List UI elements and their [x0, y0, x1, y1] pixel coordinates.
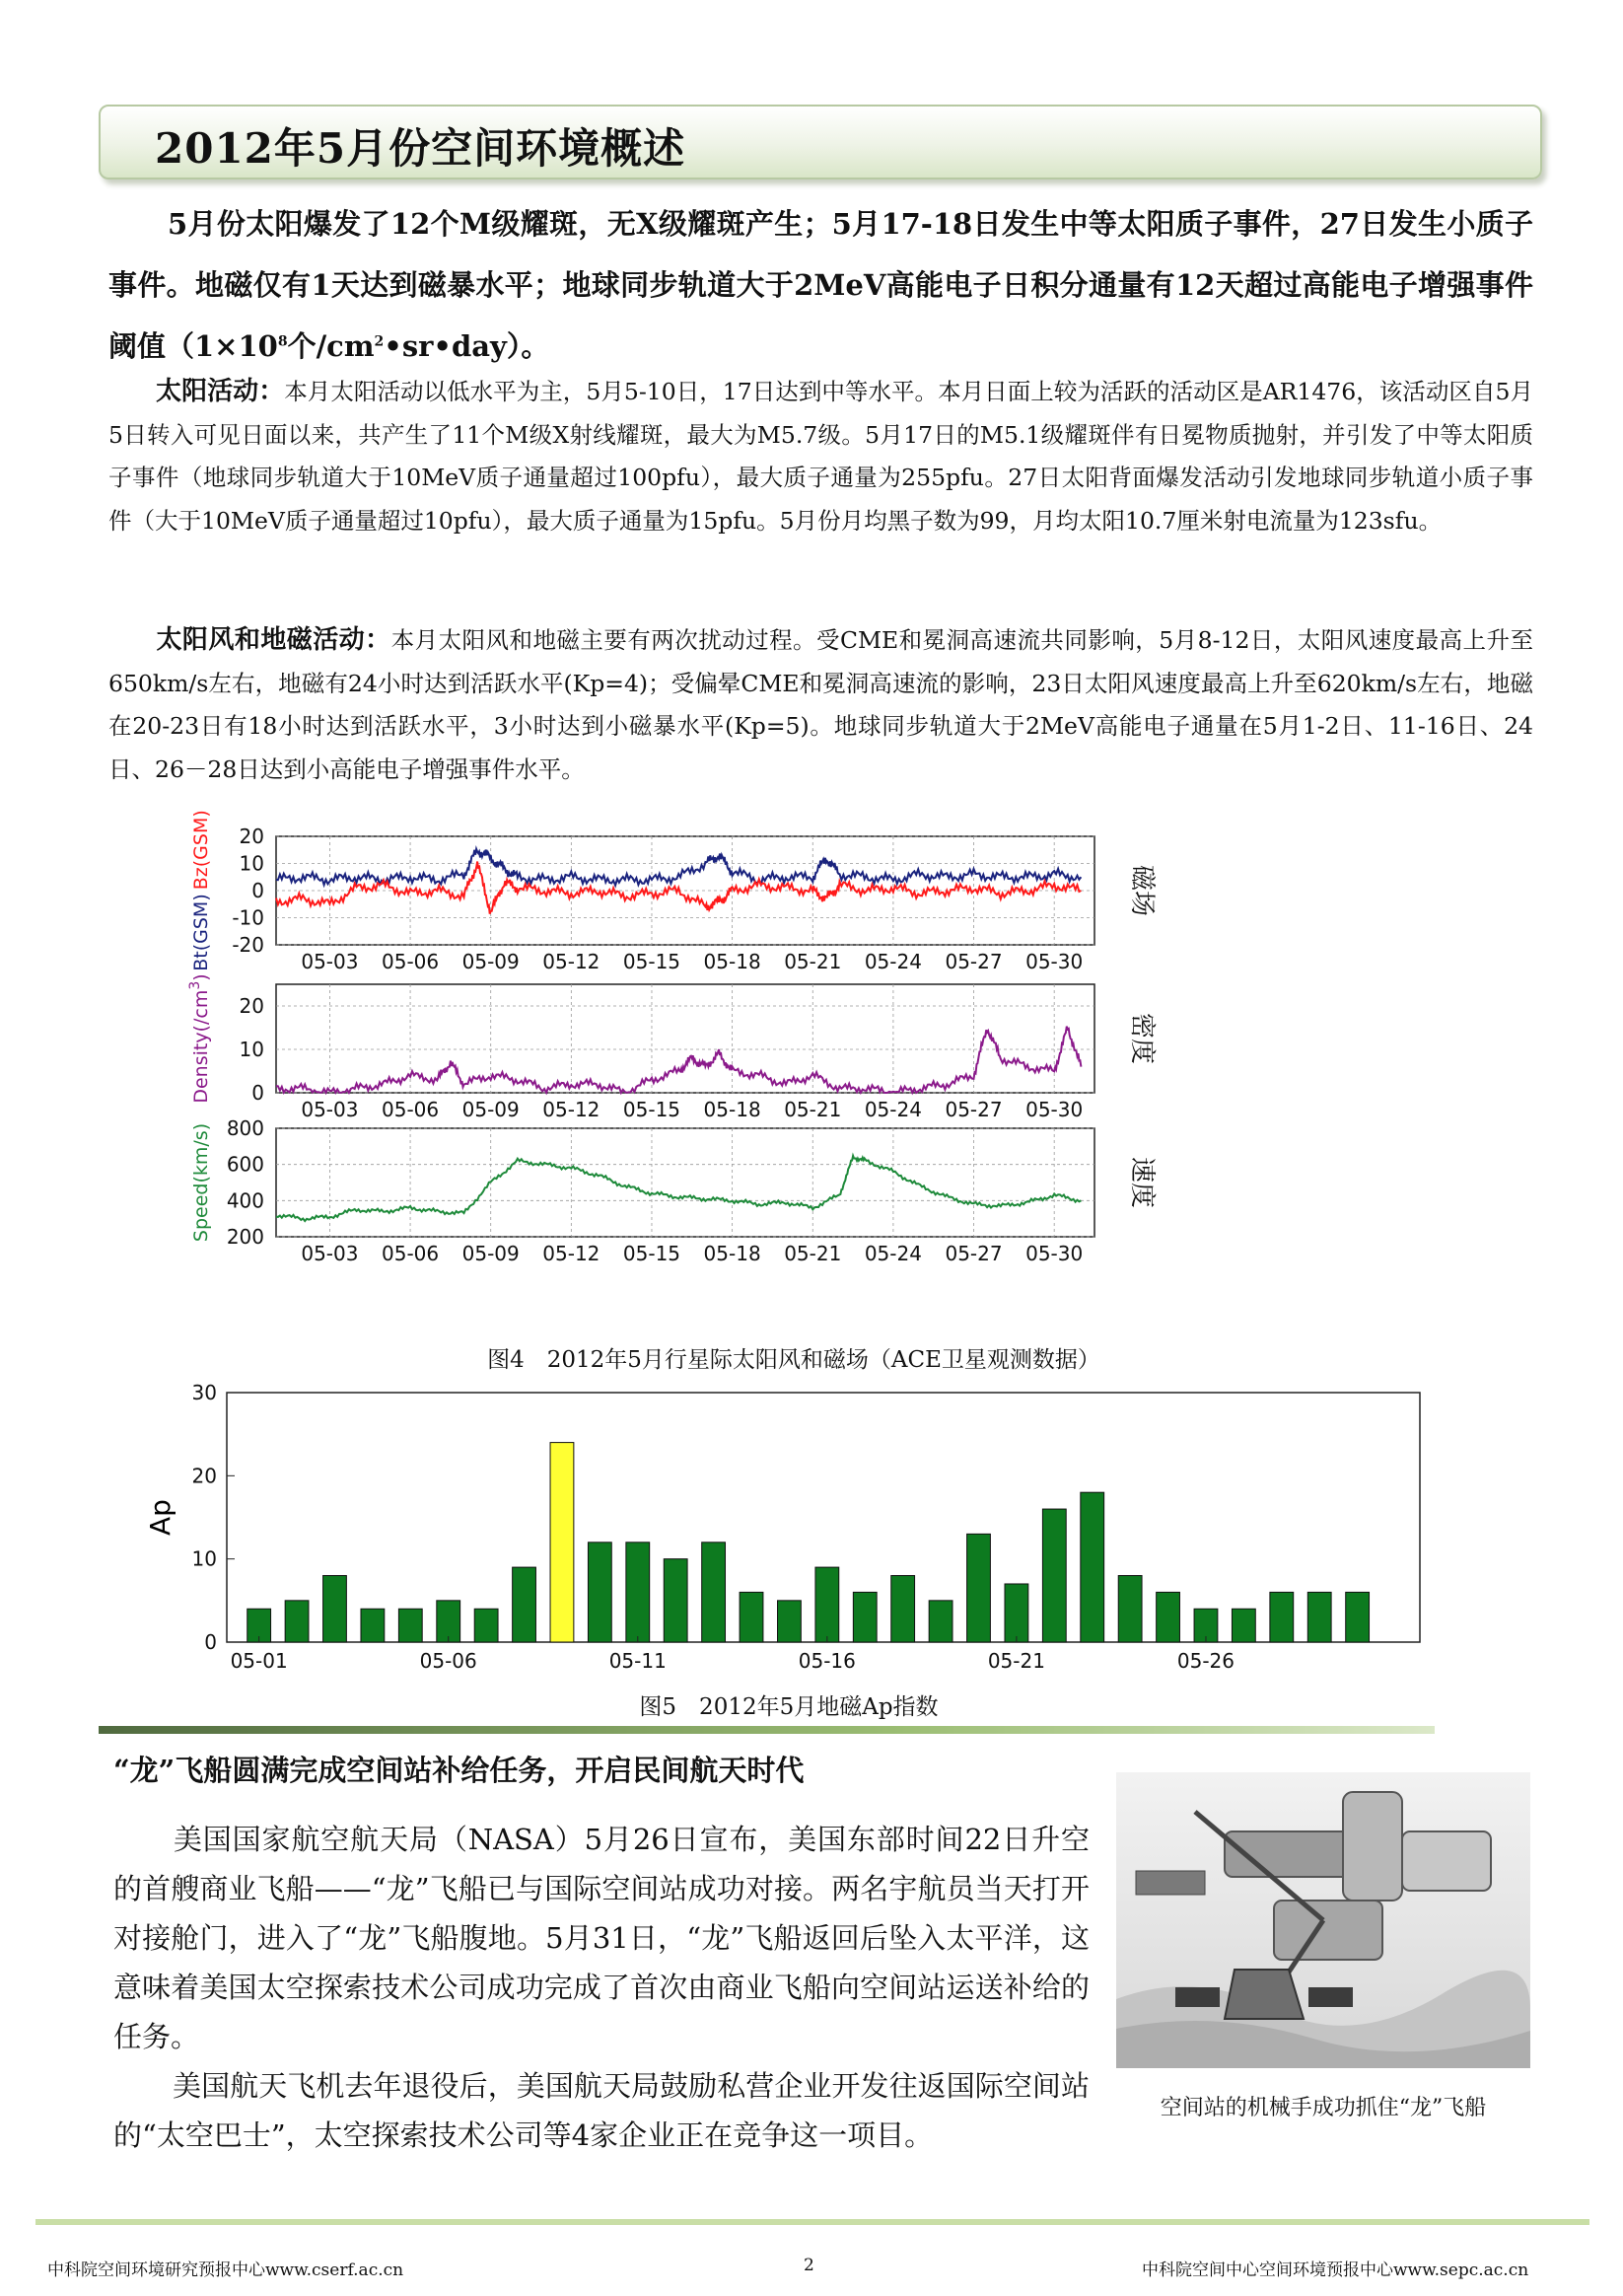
ap-bar-day-23	[1081, 1492, 1104, 1642]
fig4-panel-1	[190, 810, 1157, 973]
fig4-panel-2	[187, 973, 1157, 1121]
x-tick-label: 05-21	[784, 1242, 842, 1265]
fig4-panel-3	[190, 1116, 1157, 1265]
x-tick-label: 05-21	[784, 950, 842, 973]
y-tick-label: 20	[239, 994, 264, 1018]
ap-x-tick-label: 05-16	[798, 1649, 856, 1673]
ap-bar-day-24	[1118, 1576, 1142, 1642]
y-axis-label: $Density(/cm^3)$	[187, 973, 212, 1104]
ap-x-tick-label: 05-11	[608, 1649, 667, 1673]
x-tick-label: 05-18	[703, 950, 761, 973]
ap-bar-day-12	[664, 1559, 687, 1642]
x-tick-label: 05-24	[864, 1098, 922, 1121]
ap-x-tick-label: 05-26	[1176, 1649, 1235, 1673]
x-tick-label: 05-27	[945, 1098, 1003, 1121]
y-tick-label: 200	[226, 1225, 264, 1249]
ap-bar-day-28	[1270, 1592, 1294, 1642]
ap-bar-day-30	[1346, 1592, 1370, 1642]
x-tick-label: 05-27	[945, 950, 1003, 973]
ap-bar-day-5	[398, 1609, 422, 1642]
ap-bar-day-19	[929, 1601, 953, 1642]
article-paragraph-1: 美国国家航空航天局（NASA）5月26日宣布，美国东部时间22日升空的首艘商业飞船——“龙”飞船已与国际空间站成功对接。两名宇航员当天打开对接舱门，进入了“龙”飞船腹地。5月31日，“龙”飞船返回后坠入太平洋，这意味着美国太空探索技术公司成功完成了首次由商业飞船向空间站运送补给的任务。	[113, 1823, 1090, 2053]
y-tick-label: 20	[239, 825, 264, 848]
y-tick-label: -20	[232, 933, 264, 957]
solar-activity-paragraph: 太阳活动：本月太阳活动以低水平为主，5月5-10日，17日达到中等水平。本月日面上较为活跃的活动区是AR1476，该活动区自5月5日转入可见日面以来，共产生了11个M级X射线耀斑，最大为M5.7级。5月17日的M5.1级耀斑伴有日冕物质抛射，并引发了中等太阳质子事件（地球同步轨道大于10MeV质子通量超过100pfu），最大质子通量为255pfu。27日太阳背面爆发活动引发地球同步轨道小质子事件（大于10MeV质子通量超过10pfu），最大质子通量为15pfu。5月份月均黑子数为99，月均太阳10.7厘米射电流量为123sfu。	[108, 377, 1533, 535]
photo-caption: 空间站的机械手成功抓住“龙”飞船	[1160, 2096, 1487, 2120]
x-tick-label: 05-06	[382, 1242, 440, 1265]
ap-bar-day-2	[285, 1601, 309, 1642]
ap-x-tick-label: 05-01	[230, 1649, 288, 1673]
fig5-chart	[144, 1381, 1449, 1686]
article-title: “龙”飞船圆满完成空间站补给任务，开启民间航天时代	[113, 1754, 805, 1787]
ap-bar-day-6	[437, 1601, 460, 1642]
x-tick-label: 05-24	[864, 950, 922, 973]
y-tick-label: -10	[232, 905, 264, 930]
y-axis-label: Speed(km/s)	[190, 1122, 212, 1243]
x-tick-label: 05-09	[461, 950, 520, 973]
ap-bar-day-16	[815, 1567, 839, 1642]
x-tick-label: 05-15	[622, 950, 681, 973]
space-station-photo	[1116, 1772, 1530, 2068]
page-title: 2012年5月份空间环境概述	[155, 124, 686, 173]
ap-y-tick-label: 30	[191, 1381, 217, 1404]
ap-bar-day-3	[323, 1576, 347, 1642]
x-tick-label: 05-12	[542, 950, 600, 973]
ap-bar-day-29	[1307, 1592, 1331, 1642]
x-tick-label: 05-03	[301, 1242, 359, 1265]
y-tick-label: 400	[226, 1188, 264, 1213]
ap-bar-day-15	[778, 1601, 802, 1642]
x-tick-label: 05-18	[703, 1098, 761, 1121]
ap-y-tick-label: 20	[191, 1464, 217, 1488]
ap-x-tick-label: 05-21	[987, 1649, 1045, 1673]
ap-bar-day-10	[588, 1543, 611, 1642]
x-tick-label: 05-27	[945, 1242, 1003, 1265]
fig4-caption: 图4 2012年5月行星际太阳风和磁场（ACE卫星观测数据）	[487, 1347, 1100, 1373]
x-tick-label: 05-09	[461, 1242, 520, 1265]
x-tick-label: 05-06	[382, 950, 440, 973]
x-tick-label: 05-24	[864, 1242, 922, 1265]
y-tick-label: 600	[226, 1152, 264, 1177]
solar-activity-heading: 太阳活动：	[156, 377, 285, 406]
side-label: 速度	[1127, 1156, 1157, 1209]
article-paragraph-2: 美国航天飞机去年退役后，美国航天局鼓励私营企业开发往返国际空间站的“太空巴士”，太空探索技术公司等4家企业正在竞争这一项目。	[113, 2069, 1090, 2152]
x-tick-label: 05-21	[784, 1098, 842, 1121]
wind-activity-heading: 太阳风和地磁活动：	[156, 625, 391, 655]
ap-y-tick-label: 0	[204, 1630, 217, 1654]
y-axis-label: Bt(GSM)Bz(GSM)	[190, 810, 212, 971]
ap-bar-day-20	[967, 1534, 991, 1642]
y-tick-label: 0	[251, 1081, 264, 1105]
footer-right: 中科院空间中心空间环境预报中心www.sepc.ac.cn	[1142, 2260, 1529, 2280]
ap-bar-day-22	[1042, 1509, 1066, 1642]
ap-bar-day-7	[474, 1609, 498, 1642]
side-label: 磁场	[1127, 864, 1157, 917]
x-tick-label: 05-12	[542, 1242, 600, 1265]
y-tick-label: 0	[251, 879, 264, 902]
ap-bar-day-11	[626, 1543, 650, 1642]
x-tick-label: 05-30	[1025, 1242, 1084, 1265]
title-banner	[99, 105, 1542, 179]
x-tick-label: 05-15	[622, 1098, 681, 1121]
ap-bar-day-17	[853, 1592, 877, 1642]
fig5-caption: 图5 2012年5月地磁Ap指数	[639, 1694, 939, 1720]
footer-left: 中科院空间环境研究预报中心www.cserf.ac.cn	[47, 2260, 404, 2280]
x-tick-label: 05-30	[1025, 950, 1084, 973]
section-divider	[99, 1726, 1435, 1734]
ap-bar-day-13	[702, 1543, 726, 1642]
x-tick-label: 05-12	[542, 1098, 600, 1121]
x-tick-label: 05-03	[301, 1098, 359, 1121]
fig4-chart	[168, 810, 1449, 1320]
ap-bar-day-8	[513, 1567, 536, 1642]
plot-frame	[276, 984, 1094, 1093]
x-tick-label: 05-09	[461, 1098, 520, 1121]
x-tick-label: 05-18	[703, 1242, 761, 1265]
ap-x-tick-label: 05-06	[419, 1649, 477, 1673]
ap-bar-day-14	[740, 1592, 763, 1642]
wind-activity-paragraph: 太阳风和地磁活动：本月太阳风和地磁主要有两次扰动过程。受CME和冕洞高速流共同影响，5月8-12日，太阳风速度最高上升至650km/s左右，地磁有24小时达到活跃水平(Kp=4)；受偏晕CME和冕洞高速流的影响，23日太阳风速度最高上升至620km/s左右，地磁在20-23日有18小时达到活跃水平，3小时达到小磁暴水平(Kp=5)。地球同步轨道大于2MeV高能电子通量在5月1-2日、11-16日、24日、26－28日达到小高能电子增强事件水平。	[108, 625, 1533, 783]
ap-bar-day-9	[550, 1443, 574, 1642]
y-tick-label: 10	[239, 851, 264, 876]
ap-bar-day-18	[891, 1576, 915, 1642]
ap-bar-day-25	[1157, 1592, 1180, 1642]
ap-bar-day-21	[1005, 1584, 1028, 1642]
plot-frame	[276, 1128, 1094, 1237]
x-tick-label: 05-15	[622, 1242, 681, 1265]
y-tick-label: 800	[226, 1116, 264, 1140]
y-tick-label: 10	[239, 1038, 264, 1061]
ap-bar-day-27	[1232, 1609, 1255, 1642]
x-tick-label: 05-06	[382, 1098, 440, 1121]
ap-y-axis-label: Ap	[144, 1499, 176, 1536]
x-tick-label: 05-30	[1025, 1098, 1084, 1121]
side-label: 密度	[1127, 1012, 1157, 1065]
page-number: 2	[804, 2256, 814, 2275]
footer-divider	[35, 2219, 1589, 2225]
summary-paragraph: 5月份太阳爆发了12个M级耀斑，无X级耀斑产生；5月17-18日发生中等太阳质子事件，27日发生小质子事件。地磁仅有1天达到磁暴水平；地球同步轨道大于2MeV高能电子日积分通量有12天超过高能电子增强事件阈值（$1\times 10^8$个$/cm^2•sr•day$）。	[108, 207, 1533, 363]
ap-bar-day-4	[361, 1609, 385, 1642]
ap-y-tick-label: 10	[191, 1546, 217, 1571]
x-tick-label: 05-03	[301, 950, 359, 973]
